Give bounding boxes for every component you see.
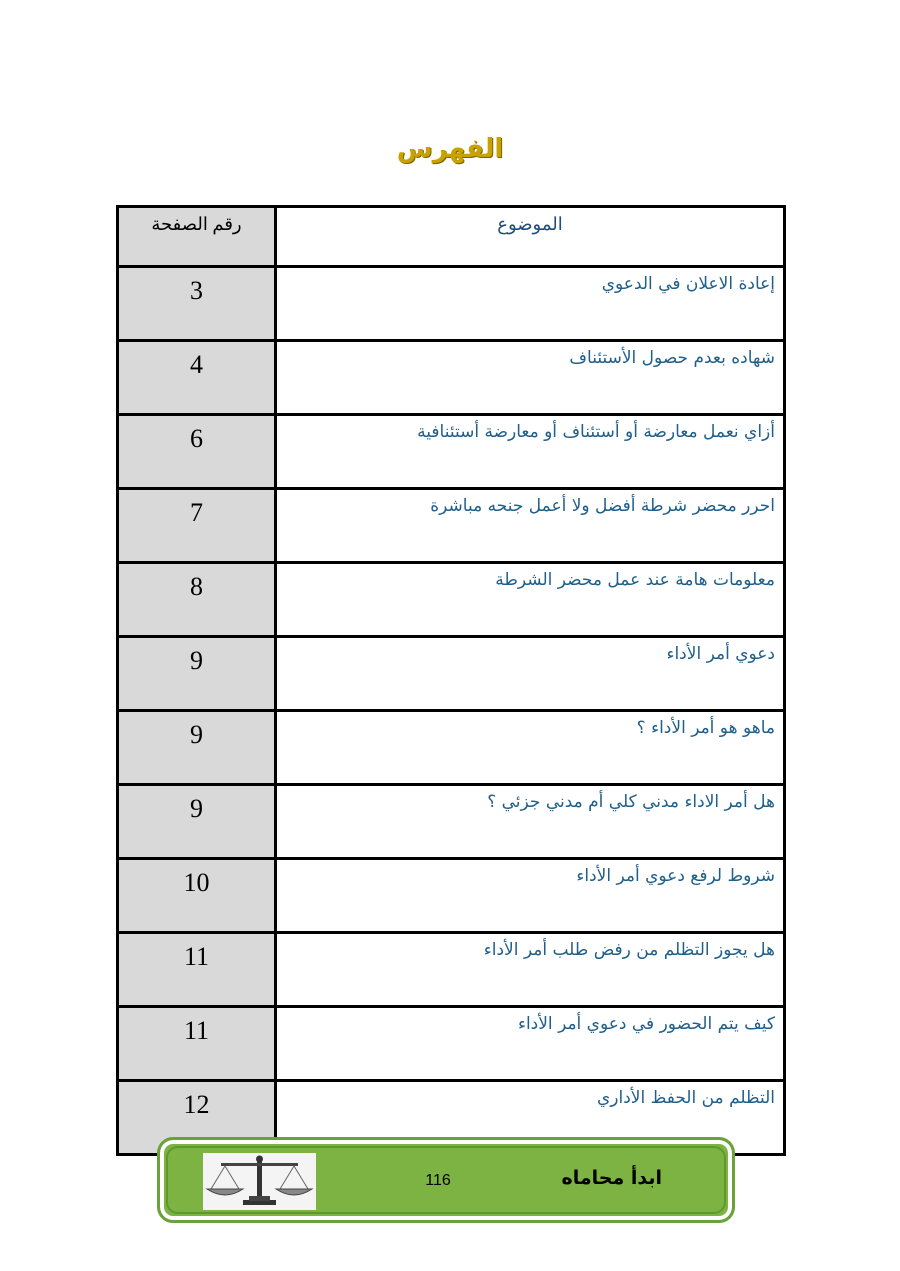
row-page-number: 11 [118, 1007, 276, 1081]
row-topic: احرر محضر شرطة أفضل ولا أعمل جنحه مباشرة [276, 489, 785, 563]
table-row [118, 859, 785, 933]
table-row [118, 415, 785, 489]
table-row [118, 341, 785, 415]
page-footer [157, 1137, 735, 1223]
row-page-number: 9 [118, 711, 276, 785]
table-row [118, 711, 785, 785]
index-table [116, 205, 786, 1156]
row-topic: كيف يتم الحضور في دعوي أمر الأداء [276, 1007, 785, 1081]
table-row [118, 563, 785, 637]
footer-brand-name: ابدأ محاماه [561, 1167, 662, 1189]
table-row [118, 933, 785, 1007]
page-number-column-header: رقم الصفحة [118, 207, 276, 267]
row-page-number: 6 [118, 415, 276, 489]
row-topic: معلومات هامة عند عمل محضر الشرطة [276, 563, 785, 637]
table-row [118, 1007, 785, 1081]
row-topic: إعادة الاعلان في الدعوي [276, 267, 785, 341]
row-topic: هل يجوز التظلم من رفض طلب أمر الأداء [276, 933, 785, 1007]
table-row [118, 489, 785, 563]
row-page-number: 10 [118, 859, 276, 933]
row-topic: التظلم من الحفظ الأداري [276, 1081, 785, 1155]
row-topic: ماهو هو أمر الأداء ؟ [276, 711, 785, 785]
row-page-number: 9 [118, 637, 276, 711]
row-page-number: 7 [118, 489, 276, 563]
table-row [118, 785, 785, 859]
table-row [118, 267, 785, 341]
row-topic: أزاي نعمل معارضة أو أستئناف أو معارضة أستئنافية [276, 415, 785, 489]
page-title: الفهرس [396, 134, 504, 164]
row-topic: دعوي أمر الأداء [276, 637, 785, 711]
row-page-number: 9 [118, 785, 276, 859]
table-row [118, 637, 785, 711]
table-header-row [118, 207, 785, 267]
row-page-number: 12 [118, 1081, 276, 1155]
row-page-number: 3 [118, 267, 276, 341]
row-page-number: 4 [118, 341, 276, 415]
row-topic: هل أمر الاداء مدني كلي أم مدني جزئي ؟ [276, 785, 785, 859]
row-topic: شروط لرفع دعوي أمر الأداء [276, 859, 785, 933]
row-page-number: 11 [118, 933, 276, 1007]
footer-page-number: 116 [425, 1172, 451, 1189]
topic-column-header: الموضوع [276, 207, 785, 267]
row-topic: شهاده بعدم حصول الأستئناف [276, 341, 785, 415]
row-page-number: 8 [118, 563, 276, 637]
scales-of-justice-icon [203, 1153, 316, 1210]
